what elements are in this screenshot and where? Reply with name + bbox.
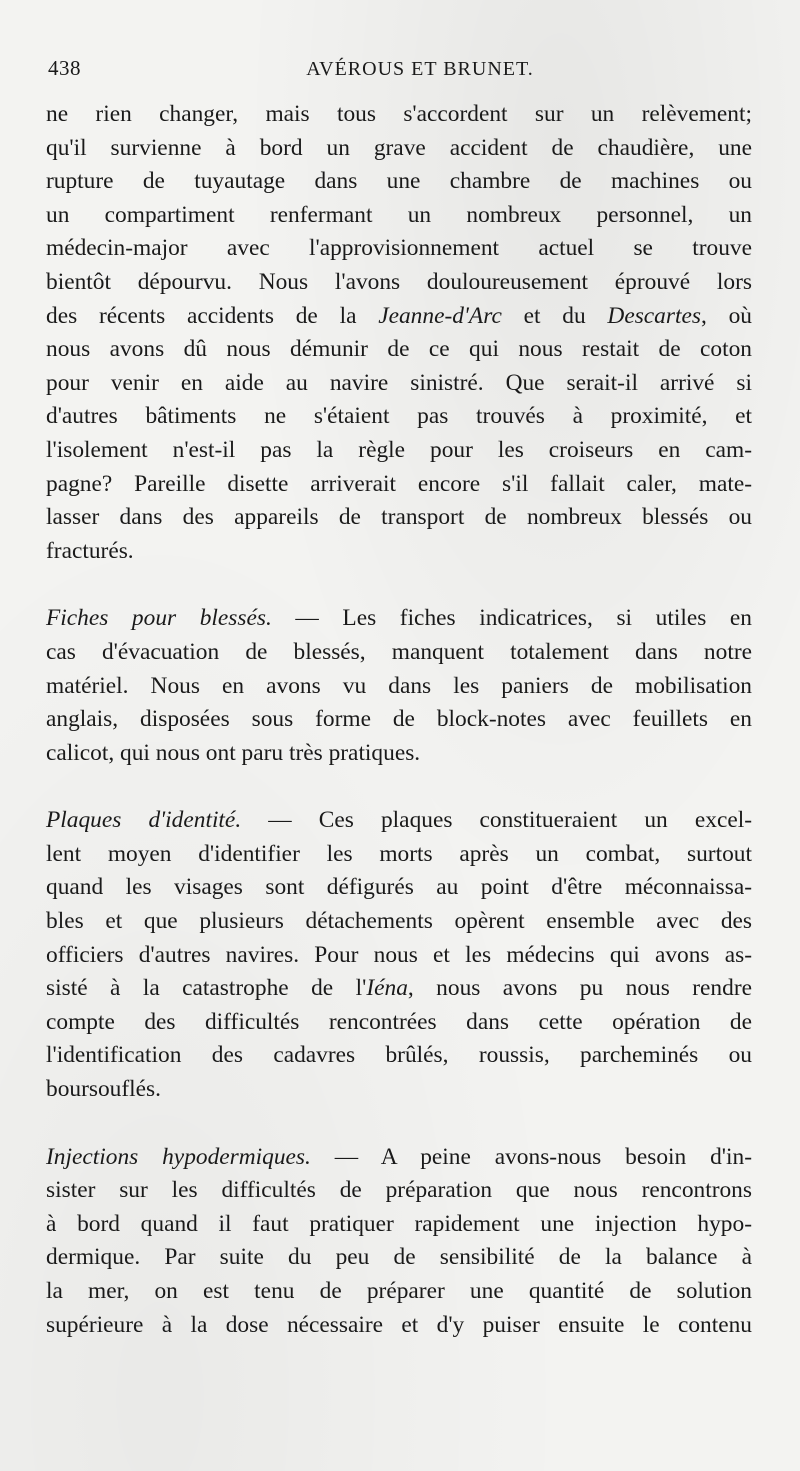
text-fragment: , nous avons pu nous rendre bbox=[407, 975, 752, 1002]
text-line: bientôt dépourvu. Nous l'avons douloureusement éprouvé lors bbox=[46, 268, 752, 295]
text-line: lasser dans des appareils de transport de nombreux blessés ou bbox=[46, 504, 752, 531]
ship-name-descartes: Descartes bbox=[607, 302, 701, 329]
text-line: sister sur les difficultés de préparation que nous rencontrons bbox=[46, 1177, 752, 1204]
section-heading: Fiches pour blessés. bbox=[46, 605, 272, 632]
text-line: pagne? Pareille disette arriverait encore s'il fallait caler, mate- bbox=[46, 470, 752, 497]
text-fragment: — Ces plaques constitueraient un excel- bbox=[241, 807, 752, 834]
text-line: quand les visages sont défigurés au point d'être méconnaissa- bbox=[46, 874, 752, 901]
text-line: compte des difficultés rencontrées dans cette opération de bbox=[46, 1008, 752, 1035]
text-line: officiers d'autres navires. Pour nous et les médecins qui avons as- bbox=[46, 941, 752, 968]
text-line: boursouflés. bbox=[46, 1076, 161, 1103]
text-line: la mer, on est tenu de préparer une quantité de solution bbox=[46, 1278, 752, 1304]
text-line: rupture de tuyautage dans une chambre de machines ou bbox=[46, 168, 752, 195]
text-line: à bord quand il faut pratiquer rapidement une injection hypo- bbox=[46, 1210, 752, 1237]
text-line: cas d'évacuation de blessés, manquent totalement dans notre bbox=[46, 638, 752, 665]
text-line: l'isolement n'est-il pas la règle pour les croiseurs en cam- bbox=[46, 436, 752, 463]
text-line: bles et que plusieurs détachements opèrent ensemble avec des bbox=[46, 908, 752, 935]
text-line: lent moyen d'identifier les morts après un combat, surtout bbox=[46, 840, 752, 867]
text-line bbox=[46, 804, 752, 838]
text-line bbox=[46, 602, 752, 636]
text-line: d'autres bâtiments ne s'étaient pas trouvés à proximité, et bbox=[46, 403, 752, 430]
section-heading: Injections hypodermiques. bbox=[46, 1143, 311, 1170]
ship-name-jeanne-darc: Jeanne-d'Arc bbox=[378, 302, 502, 329]
text-line: anglais, disposées sous forme de block-notes avec feuillets en bbox=[46, 706, 752, 733]
text-line bbox=[46, 972, 752, 1006]
text-fragment: — Les fiches indicatrices, si utiles en bbox=[271, 605, 752, 632]
text-line: ne rien changer, mais tous s'accordent sur un relèvement; bbox=[46, 101, 752, 127]
text-line: matériel. Nous en avons vu dans les paniers de mobilisation bbox=[46, 672, 752, 699]
text-line: médecin-major avec l'approvisionnement actuel se trouve bbox=[46, 235, 752, 262]
section-plaques-didentite bbox=[46, 804, 752, 1106]
running-title: AVÉROUS ET BRUNET. bbox=[306, 58, 534, 80]
text-fragment: — A peine avons-nous besoin d'in- bbox=[310, 1143, 752, 1170]
text-fragment: des récents accidents de la bbox=[46, 302, 379, 329]
body-text bbox=[46, 98, 752, 1342]
page-header bbox=[46, 56, 754, 90]
paragraph-continuation bbox=[46, 98, 752, 568]
text-fragment: , où bbox=[700, 302, 752, 329]
text-line: dermique. Par suite du peu de sensibilité de la balance à bbox=[46, 1244, 752, 1271]
text-line: qu'il survienne à bord un grave accident de chaudière, une bbox=[46, 134, 752, 161]
text-line: calicot, qui nous ont paru très pratiques. bbox=[46, 739, 421, 766]
text-line: nous avons dû nous démunir de ce qui nous restait de coton bbox=[46, 336, 752, 363]
section-heading: Plaques d'identité. bbox=[46, 807, 242, 834]
text-line: l'identification des cadavres brûlés, roussis, parcheminés ou bbox=[46, 1042, 752, 1069]
text-line bbox=[46, 1141, 752, 1175]
page-number: 438 bbox=[48, 56, 81, 80]
text-line: supérieure à la dose nécessaire et d'y puiser ensuite le contenu bbox=[46, 1311, 752, 1338]
text-fragment: sisté à la catastrophe de l' bbox=[46, 975, 367, 1002]
text-line: fracturés. bbox=[46, 537, 134, 564]
text-fragment: et du bbox=[501, 302, 608, 329]
section-injections-hypodermiques bbox=[46, 1141, 752, 1343]
text-line bbox=[46, 300, 752, 334]
text-line: un compartiment renfermant un nombreux personnel, un bbox=[46, 201, 752, 228]
section-fiches-pour-blesses bbox=[46, 602, 752, 770]
ship-name-iena: Iéna bbox=[366, 975, 408, 1002]
text-line: pour venir en aide au navire sinistré. Que serait-il arrivé si bbox=[46, 369, 752, 396]
